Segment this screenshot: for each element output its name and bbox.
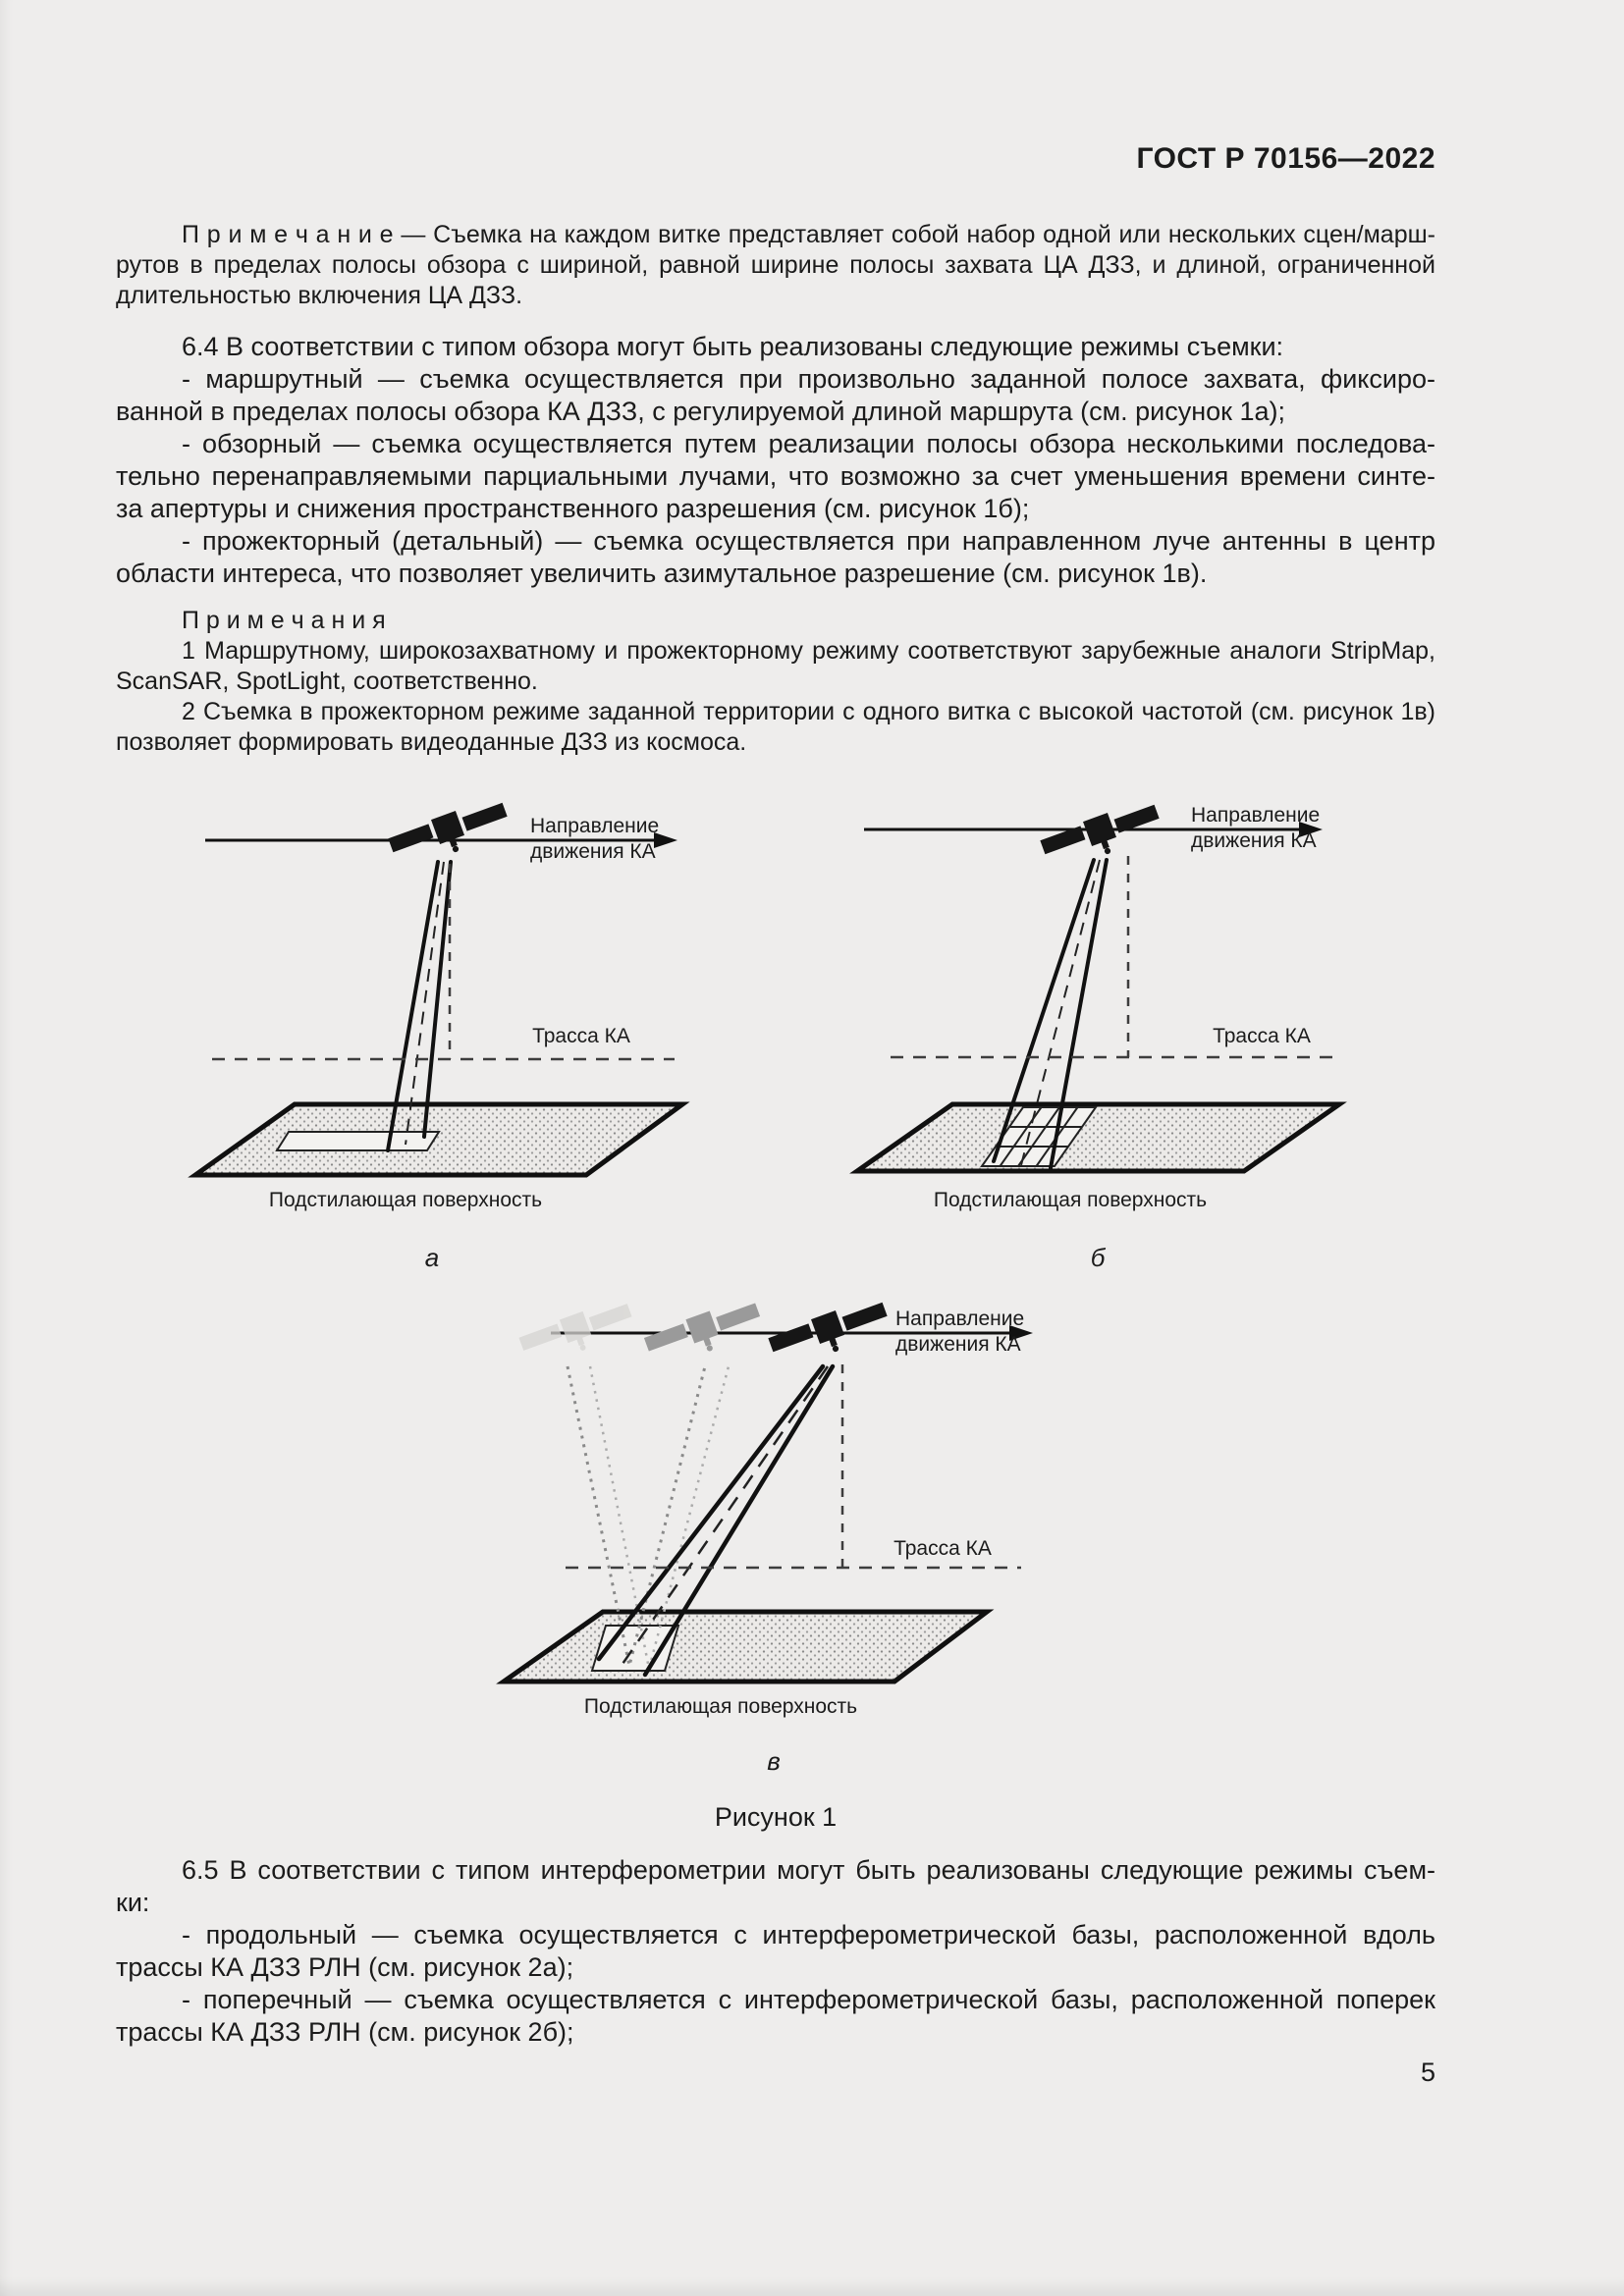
figure-caption: Рисунок 1 [714,1802,838,1832]
swath-strip [277,1132,439,1150]
text-line: за апертуры и снижения пространственного разрешения (см. рисунок 1б); [116,494,1030,523]
text-line: П р и м е ч а н и я [182,607,386,634]
text-line: трассы КА ДЗЗ РЛН (см. рисунок 2б); [116,2017,574,2047]
page-number: 5 [1420,2057,1435,2087]
direction-label: Направление [530,815,660,837]
text-line: 6.4 В соответствии с типом обзора могут быть реализованы следующие режимы съемки: [182,332,1284,361]
text-line: - продольный — съемка осуществляется с интерферометрической базы, расположенной вдоль [182,1920,1435,1949]
text-line: 2 Съемка в прожекторном режиме заданной территории с одного витка с высокой частотой (см. рисунок 1в) [182,698,1435,725]
text-line: позволяет формировать видеоданные ДЗЗ из космоса. [116,728,747,756]
diagram-letter: в [767,1746,781,1776]
text-line: рутов в пределах полосы обзора с шириной, равной ширине полосы захвата ЦА ДЗЗ, и длиной, ограниченной [116,251,1435,279]
text-line: ки: [116,1888,150,1917]
page-header: ГОСТ Р 70156—2022 [1136,142,1435,175]
notes-paragraph [116,606,1435,758]
diagram-letter: а [424,1243,440,1272]
text-line: ScanSAR, SpotLight, соответственно. [116,667,538,695]
direction-label: движения КА [1191,829,1317,852]
direction-label: Направление [895,1308,1025,1330]
satellite-icon [1039,797,1164,875]
ground-plane [857,1104,1339,1171]
diagram-v [504,1295,1033,1776]
text-line: длительностью включения ЦА ДЗЗ. [116,282,523,309]
text-line: - прожекторный (детальный) — съемка осуществляется при направленном луче антенны в центр [182,526,1435,556]
text-line: области интереса, что позволяет увеличить азимутальное разрешение (см. рисунок 1в). [116,559,1208,588]
direction-label: Направление [1191,804,1321,827]
surface-label: Подстилающая поверхность [933,1189,1208,1211]
trace-label: Трасса КА [532,1025,630,1047]
text-line: тельно перенаправляемыми парциальными лучами, что возможно за счет уменьшения времени синте- [116,461,1435,491]
clause-6-5 [116,1854,1435,2049]
direction-label: движения КА [895,1333,1021,1356]
text-line: - обзорный — съемка осуществляется путем реализации полосы обзора несколькими последова- [182,429,1435,458]
text-line: - маршрутный — съемка осуществляется при произвольно заданной полосе захвата, фиксиро- [182,364,1435,394]
trace-label: Трасса КА [1213,1025,1311,1047]
direction-label: движения КА [530,840,656,863]
diagram-letter: б [1090,1243,1106,1272]
surface-label: Подстилающая поверхность [268,1189,543,1211]
text-line: трассы КА ДЗЗ РЛН (см. рисунок 2а); [116,1952,574,1982]
ground-plane [504,1612,987,1682]
surface-label: Подстилающая поверхность [583,1695,858,1718]
ground-plane [195,1104,682,1175]
text-line: - поперечный — съемка осуществляется с интерферометрической базы, расположенной поперек [182,1985,1435,2014]
text-line: П р и м е ч а н и е — Съемка на каждом витке представляет собой набор одной или нескольких сцен/марш- [182,221,1435,248]
text-line: 1 Маршрутному, широкозахватному и прожекторному режиму соответствуют зарубежные аналоги StripMap, [182,637,1435,665]
radar-beam [424,862,451,1137]
clause-6-4 [116,331,1435,590]
note-paragraph [116,220,1435,311]
diagram-b [857,797,1339,1272]
text-line: ванной в пределах полосы обзора КА ДЗЗ, с регулируемой длиной маршрута (см. рисунок 1а); [116,397,1285,426]
text-line: 6.5 В соответствии с типом интерферометрии могут быть реализованы следующие режимы съем- [182,1855,1435,1885]
trace-label: Трасса КА [893,1537,992,1560]
figure-1 [98,785,1492,1826]
diagram-a [195,795,682,1272]
